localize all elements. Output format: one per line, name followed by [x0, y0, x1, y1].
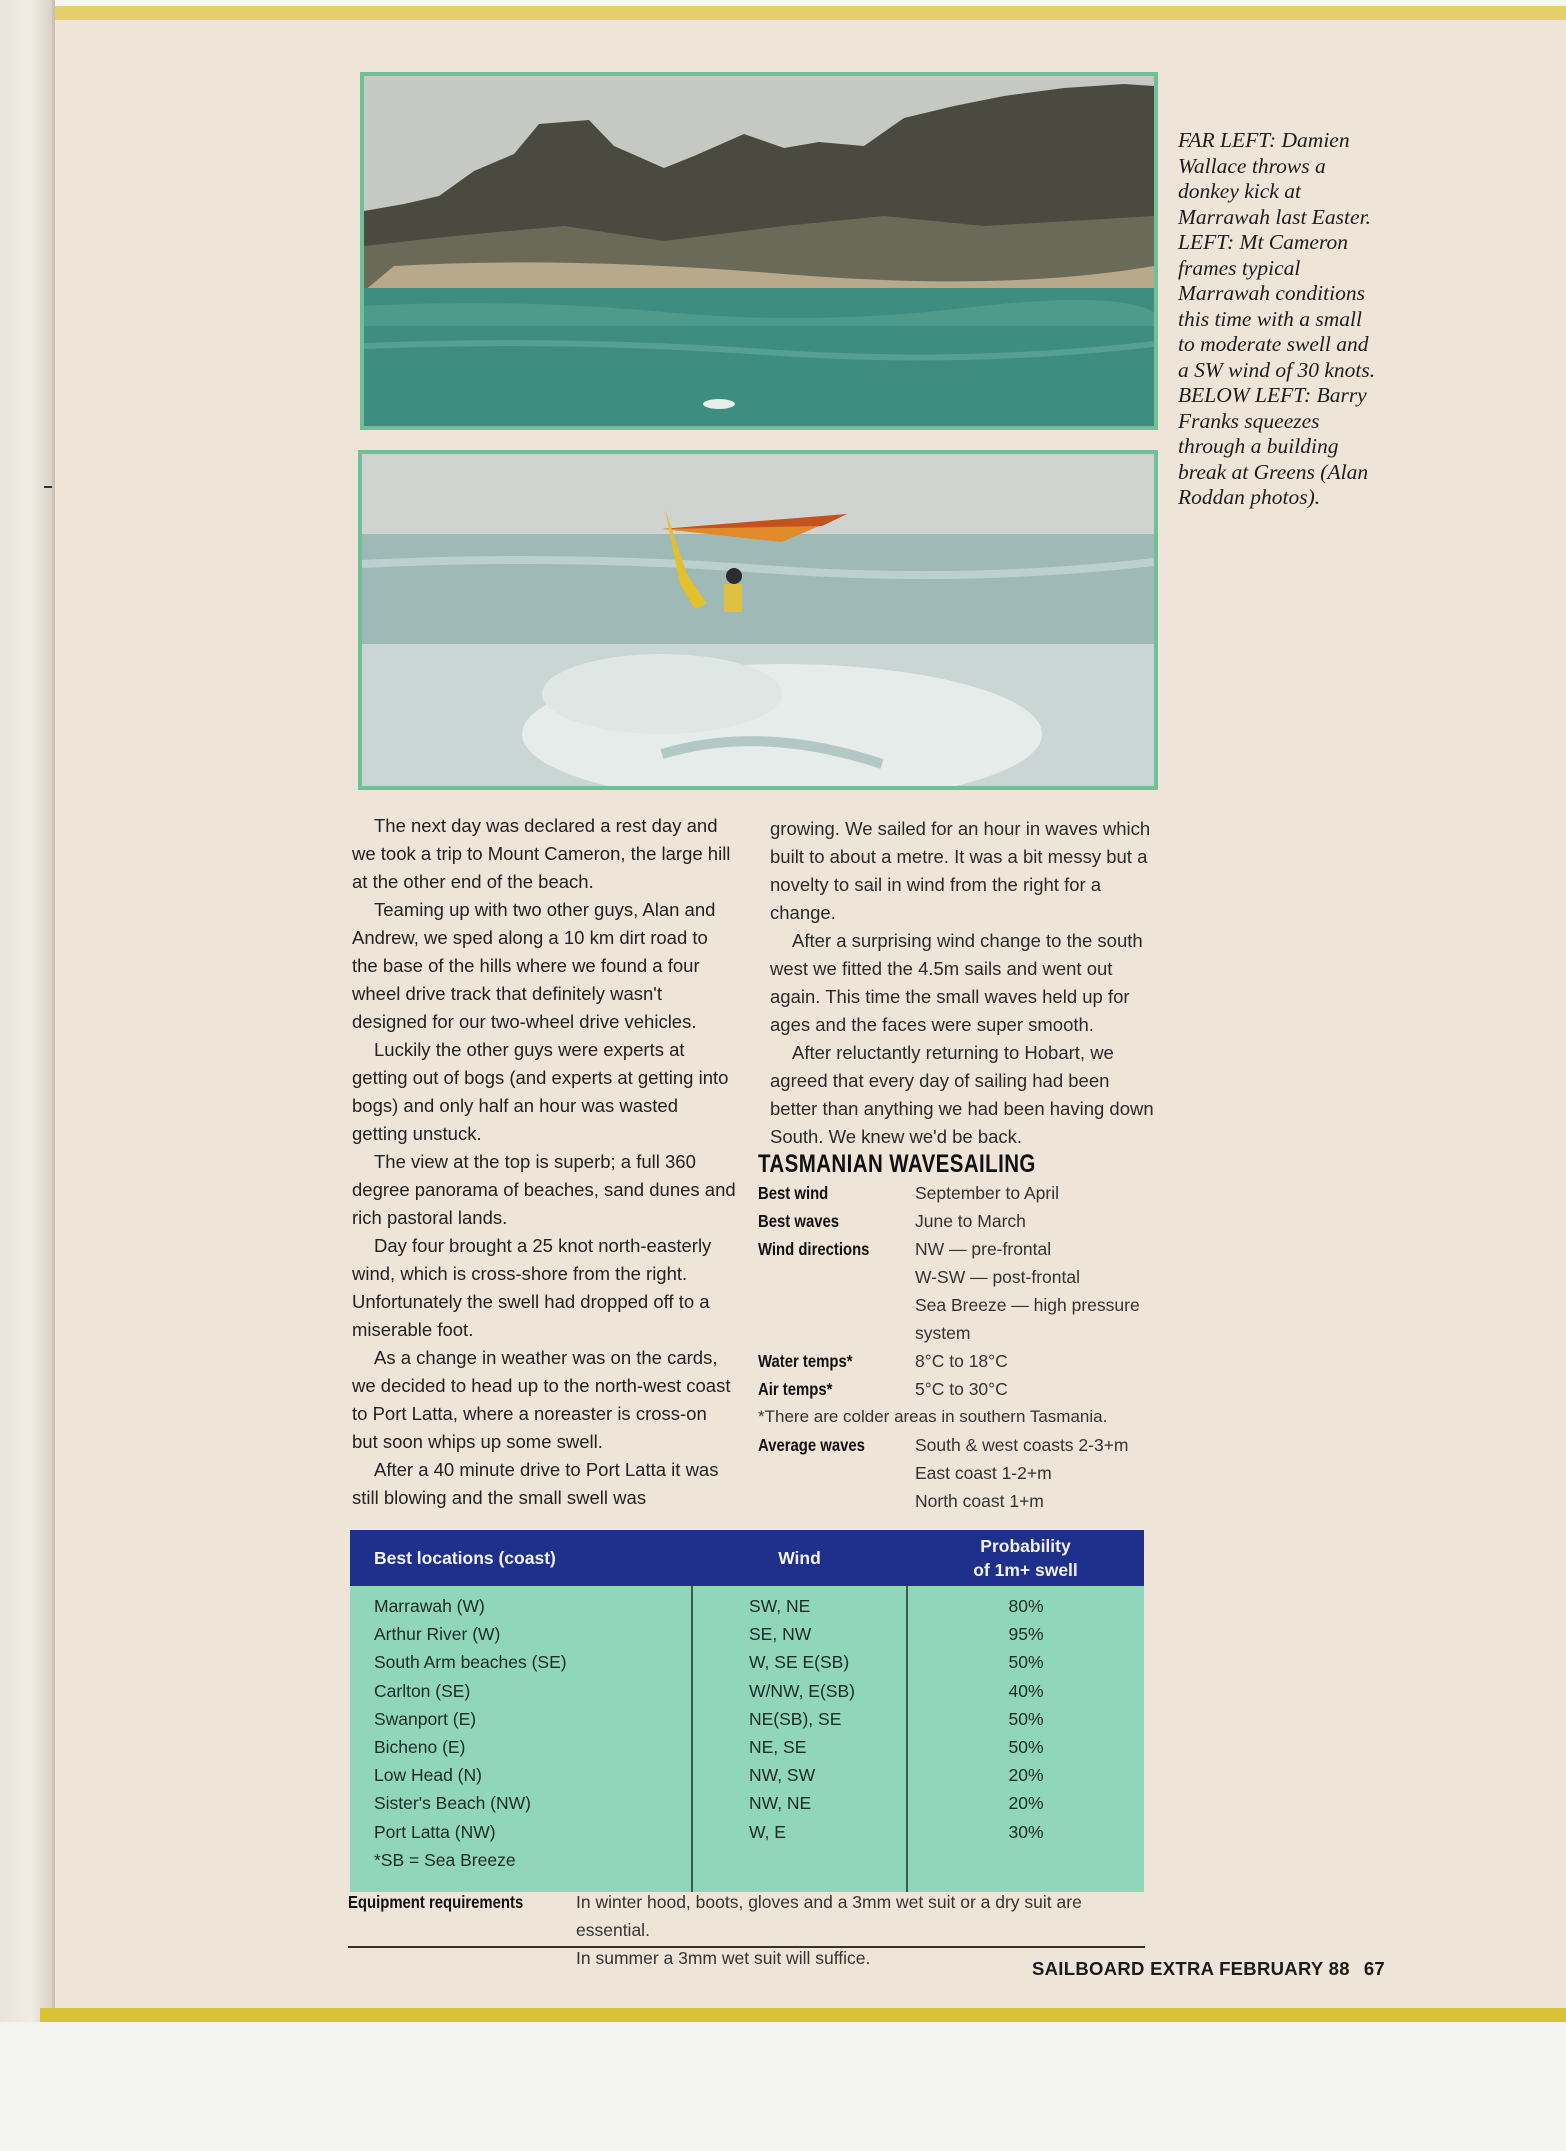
fact-label: Best waves	[758, 1211, 840, 1231]
wave-height: East coast 1-2+m	[915, 1463, 1052, 1483]
location-cell: Low Head (N)	[374, 1765, 482, 1786]
wind-column	[692, 1586, 907, 1892]
location-cell: Port Latta (NW)	[374, 1821, 496, 1842]
location-cell: Marrawah (W)	[374, 1596, 485, 1616]
location-cell: Sister's Beach (NW)	[374, 1793, 531, 1814]
paragraph: After reluctantly returning to Hobart, we agreed that every day of sailing had been better than anything we had been having down South. We knew we'd be back.	[770, 1042, 1154, 1147]
equipment-requirements	[348, 1888, 1148, 1972]
table-body	[350, 1586, 1144, 1892]
wind-cell: W, E	[749, 1821, 786, 1842]
fact-row	[758, 1347, 1158, 1375]
photo-caption: FAR LEFT: Damien Wallace throws a donkey kick at Marrawah last Easter. LEFT: Mt Cameron frames typical Marrawah conditions this time with a small to moderate swell and a SW wind of 30 knots. BELOW LEFT: Barry Franks squeezes through a building break at Greens (Alan Roddan photos).	[1178, 128, 1376, 509]
fact-label: Best wind	[758, 1183, 829, 1203]
fact-row	[758, 1179, 1158, 1207]
column-header	[907, 1530, 1144, 1586]
wind-cell: SW, NE	[749, 1596, 811, 1616]
fact-label: Air temps*	[758, 1379, 833, 1399]
wind-direction: W-SW — post-frontal	[915, 1267, 1080, 1287]
temperature-note: *There are colder areas in southern Tasmania.	[758, 1407, 1108, 1426]
paragraph: After a surprising wind change to the south west we fitted the 4.5m sails and went out again. This time the small waves held up for ages and the faces were super smooth.	[770, 930, 1143, 1035]
probability-cell: 40%	[1008, 1680, 1044, 1701]
scan-background	[0, 2022, 1566, 2151]
paragraph: The next day was declared a rest day and we took a trip to Mount Cameron, the large hill at the other end of the beach.	[352, 815, 731, 892]
probability-cell: 50%	[1008, 1708, 1044, 1729]
fact-value: 8°C to 18°C	[915, 1351, 1008, 1371]
page-number: 67	[1363, 1958, 1386, 1979]
fact-value	[915, 1431, 1158, 1515]
wind-cell: W/NW, E(SB)	[749, 1680, 855, 1701]
facts-title: TASMANIAN WAVESAILING	[758, 1150, 1036, 1178]
location-cell: Swanport (E)	[374, 1708, 477, 1729]
probability-cell: 20%	[1008, 1793, 1044, 1814]
wind-direction: Sea Breeze — high pressure system	[915, 1295, 1140, 1343]
wind-cell: NE, SE	[749, 1737, 807, 1758]
wave-height: South & west coasts 2-3+m	[915, 1435, 1129, 1455]
fact-value	[915, 1235, 1158, 1347]
photo-mt-cameron	[360, 72, 1158, 430]
wind-cell: W, SE E(SB)	[749, 1652, 850, 1673]
fact-row	[758, 1431, 1158, 1515]
photo-windsurfer-jump	[358, 450, 1158, 790]
probability-cell: 20%	[1008, 1765, 1044, 1786]
probability-cell: 50%	[1008, 1737, 1044, 1758]
top-edge-band	[55, 6, 1566, 20]
fact-row	[758, 1375, 1158, 1403]
probability-cell: 50%	[1008, 1652, 1044, 1673]
locations-table	[350, 1530, 1144, 1892]
fact-row	[758, 1207, 1158, 1235]
equipment-line: In winter hood, boots, gloves and a 3mm wet suit or a dry suit are essential.	[576, 1892, 1082, 1940]
paragraph: Day four brought a 25 knot north-easterly wind, which is cross-shore from the right. Unfortunately the swell had dropped off to a miserable foot.	[352, 1235, 712, 1340]
equipment-line: In summer a 3mm wet suit will suffice.	[576, 1948, 871, 1968]
locations-column	[350, 1586, 692, 1892]
wave-height: North coast 1+m	[915, 1491, 1044, 1511]
probability-column	[907, 1586, 1144, 1892]
paragraph: growing. We sailed for an hour in waves which built to about a metre. It was a bit messy but a novelty to sail in wind from the right for a change.	[770, 818, 1151, 923]
wind-cell: NE(SB), SE	[749, 1708, 842, 1729]
location-cell: Bicheno (E)	[374, 1737, 466, 1758]
fact-label: Average waves	[758, 1435, 865, 1455]
table-footnote: *SB = Sea Breeze	[374, 1849, 516, 1870]
mt-cameron-illustration	[364, 76, 1154, 426]
column-header-line: of 1m+ swell	[973, 1560, 1078, 1580]
equipment-label: Equipment requirements	[348, 1892, 524, 1912]
paragraph: Luckily the other guys were experts at getting out of bogs (and experts at getting into bogs) and only half an hour was wasted getting unstuck.	[352, 1039, 729, 1144]
paragraph: After a 40 minute drive to Port Latta it was still blowing and the small swell was	[352, 1459, 719, 1508]
wind-cell: NW, SW	[749, 1765, 816, 1786]
divider	[348, 1946, 1145, 1948]
wind-cell: NW, NE	[749, 1793, 812, 1814]
fact-value: 5°C to 30°C	[915, 1379, 1008, 1399]
wind-cell: SE, NW	[749, 1624, 812, 1645]
fact-value: June to March	[915, 1211, 1026, 1231]
column-header-line: Probability	[980, 1536, 1071, 1556]
magazine-spine	[0, 0, 52, 2151]
fact-label: Wind directions	[758, 1239, 870, 1259]
probability-cell: 95%	[1008, 1624, 1044, 1645]
fact-row	[758, 1235, 1158, 1347]
wind-direction: NW — pre-frontal	[915, 1239, 1052, 1259]
table-header-row	[350, 1530, 1144, 1586]
location-cell: Arthur River (W)	[374, 1624, 501, 1645]
paragraph: The view at the top is superb; a full 360 degree panorama of beaches, sand dunes and rich pastoral lands.	[352, 1151, 736, 1228]
probability-cell: 30%	[1008, 1821, 1044, 1842]
fact-value: September to April	[915, 1183, 1059, 1203]
article-column-2	[770, 815, 1155, 1151]
wavesailing-facts	[758, 1150, 1158, 1515]
column-header: Best locations (coast)	[374, 1547, 556, 1568]
bottom-edge-band	[40, 2008, 1566, 2022]
probability-cell: 80%	[1008, 1596, 1044, 1616]
magazine-issue: SAILBOARD EXTRA FEBRUARY 88	[1032, 1958, 1350, 1979]
fact-label: Water temps*	[758, 1351, 853, 1371]
page-footer	[1032, 1958, 1385, 1980]
paragraph: As a change in weather was on the cards, we decided to head up to the north-west coast to Port Latta, where a noreaster is cross-on but soon whips up some swell.	[352, 1347, 731, 1452]
location-cell: South Arm beaches (SE)	[374, 1652, 567, 1673]
article-column-1	[352, 812, 737, 1512]
location-cell: Carlton (SE)	[374, 1680, 471, 1701]
paragraph: Teaming up with two other guys, Alan and Andrew, we sped along a 10 km dirt road to the base of the hills where we found a four wheel drive track that definitely wasn't designed for our two-wheel drive vehicles.	[352, 899, 716, 1032]
windsurfer-illustration	[362, 454, 1154, 786]
margin-mark	[44, 486, 52, 488]
column-header: Wind	[778, 1547, 821, 1568]
